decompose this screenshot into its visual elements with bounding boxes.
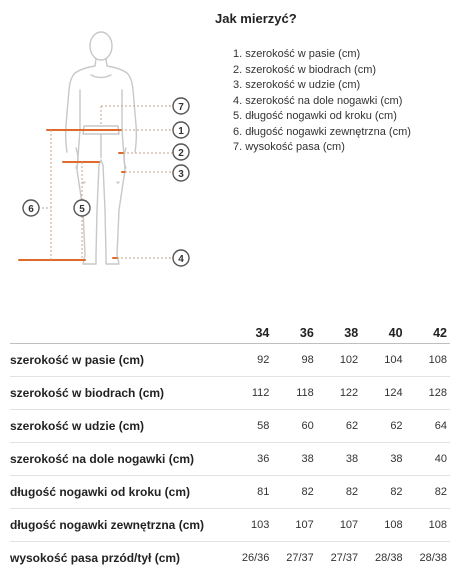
marker-3-number: 3 bbox=[178, 169, 184, 180]
measurement-legend bbox=[233, 47, 411, 156]
legend-item-rise: 7. wysokość pasa (cm) bbox=[233, 141, 345, 153]
table-row bbox=[10, 476, 450, 509]
table-cell: 62 bbox=[361, 410, 405, 443]
table-row bbox=[10, 542, 450, 575]
table-row bbox=[10, 509, 450, 542]
row-label: długość nogawki od kroku (cm) bbox=[10, 476, 228, 509]
table-cell: 64 bbox=[406, 410, 450, 443]
legend-item-outseam: 6. długość nogawki zewnętrzna (cm) bbox=[233, 125, 411, 138]
row-label: szerokość w udzie (cm) bbox=[10, 410, 228, 443]
legend-item-leg-opening: 4. szerokość na dole nogawki (cm) bbox=[233, 94, 403, 107]
marker-7-number: 7 bbox=[178, 102, 184, 113]
marker-2 bbox=[173, 144, 189, 160]
table-cell: 36 bbox=[228, 443, 272, 476]
row-label: szerokość na dole nogawki (cm) bbox=[10, 443, 228, 476]
table-cell: 124 bbox=[361, 377, 405, 410]
table-cell: 27/37 bbox=[286, 552, 314, 564]
table-cell: 62 bbox=[317, 410, 361, 443]
marker-6 bbox=[23, 200, 39, 216]
marker-5 bbox=[74, 200, 90, 216]
table-cell: 118 bbox=[272, 377, 316, 410]
table-row bbox=[10, 344, 450, 377]
table-cell: 82 bbox=[361, 476, 405, 509]
table-cell: 81 bbox=[228, 476, 272, 509]
row-label: wysokość pasa przód/tył (cm) bbox=[10, 551, 181, 565]
marker-1-number: 1 bbox=[178, 126, 184, 137]
table-cell: 27/37 bbox=[330, 552, 359, 564]
table-row bbox=[10, 443, 450, 476]
size-header: 36 bbox=[272, 323, 316, 344]
table-cell: 60 bbox=[272, 410, 316, 443]
table-cell: 26/36 bbox=[241, 552, 270, 564]
legend-item-waist: 1. szerokość w pasie (cm) bbox=[233, 48, 361, 60]
marker-5-number: 5 bbox=[79, 204, 85, 215]
measurement-figure bbox=[0, 0, 215, 300]
table-row bbox=[10, 377, 450, 410]
legend-item-inseam: 5. długość nogawki od kroku (cm) bbox=[233, 110, 397, 122]
table-cell: 82 bbox=[272, 476, 316, 509]
size-header: 38 bbox=[317, 323, 361, 344]
table-cell: 58 bbox=[228, 410, 272, 443]
table-cell: 82 bbox=[406, 476, 450, 509]
legend-item-thigh: 3. szerokość w udzie (cm) bbox=[233, 79, 361, 91]
measurement-lines bbox=[19, 130, 125, 260]
table-cell: 98 bbox=[272, 344, 316, 377]
table-cell: 107 bbox=[317, 509, 361, 542]
size-header-blank bbox=[10, 323, 228, 344]
size-header: 42 bbox=[406, 323, 450, 344]
row-label: szerokość w pasie (cm) bbox=[10, 344, 228, 377]
size-header: 40 bbox=[361, 323, 405, 344]
size-header: 34 bbox=[228, 323, 272, 344]
marker-6-number: 6 bbox=[28, 204, 34, 215]
table-cell: 128 bbox=[406, 377, 450, 410]
table-cell: 38 bbox=[361, 443, 405, 476]
table-cell: 38 bbox=[317, 443, 361, 476]
table-row bbox=[10, 410, 450, 443]
marker-1 bbox=[173, 122, 189, 138]
table-cell: 104 bbox=[361, 344, 405, 377]
table-cell: 40 bbox=[406, 443, 450, 476]
marker-3 bbox=[173, 165, 189, 181]
table-cell: 82 bbox=[317, 476, 361, 509]
marker-4-number: 4 bbox=[178, 254, 184, 265]
table-cell: 38 bbox=[272, 443, 316, 476]
marker-2-number: 2 bbox=[178, 148, 184, 159]
table-cell: 112 bbox=[228, 377, 272, 410]
size-table bbox=[10, 323, 450, 574]
table-cell: 103 bbox=[228, 509, 272, 542]
table-cell: 92 bbox=[228, 344, 272, 377]
marker-4 bbox=[173, 250, 189, 266]
legend-item-hips: 2. szerokość w biodrach (cm) bbox=[233, 63, 377, 76]
table-cell: 108 bbox=[406, 344, 450, 377]
how-to-measure-title: Jak mierzyć? bbox=[215, 11, 297, 26]
table-cell: 102 bbox=[317, 344, 361, 377]
marker-7 bbox=[173, 98, 189, 114]
size-header-row bbox=[10, 323, 450, 344]
table-cell: 108 bbox=[361, 509, 405, 542]
row-label: szerokość w biodrach (cm) bbox=[10, 377, 228, 410]
table-cell: 108 bbox=[406, 509, 450, 542]
table-cell: 28/38 bbox=[375, 552, 403, 564]
table-cell: 122 bbox=[317, 377, 361, 410]
table-cell: 107 bbox=[272, 509, 316, 542]
table-cell: 28/38 bbox=[419, 552, 447, 564]
row-label: długość nogawki zewnętrzna (cm) bbox=[10, 509, 228, 542]
